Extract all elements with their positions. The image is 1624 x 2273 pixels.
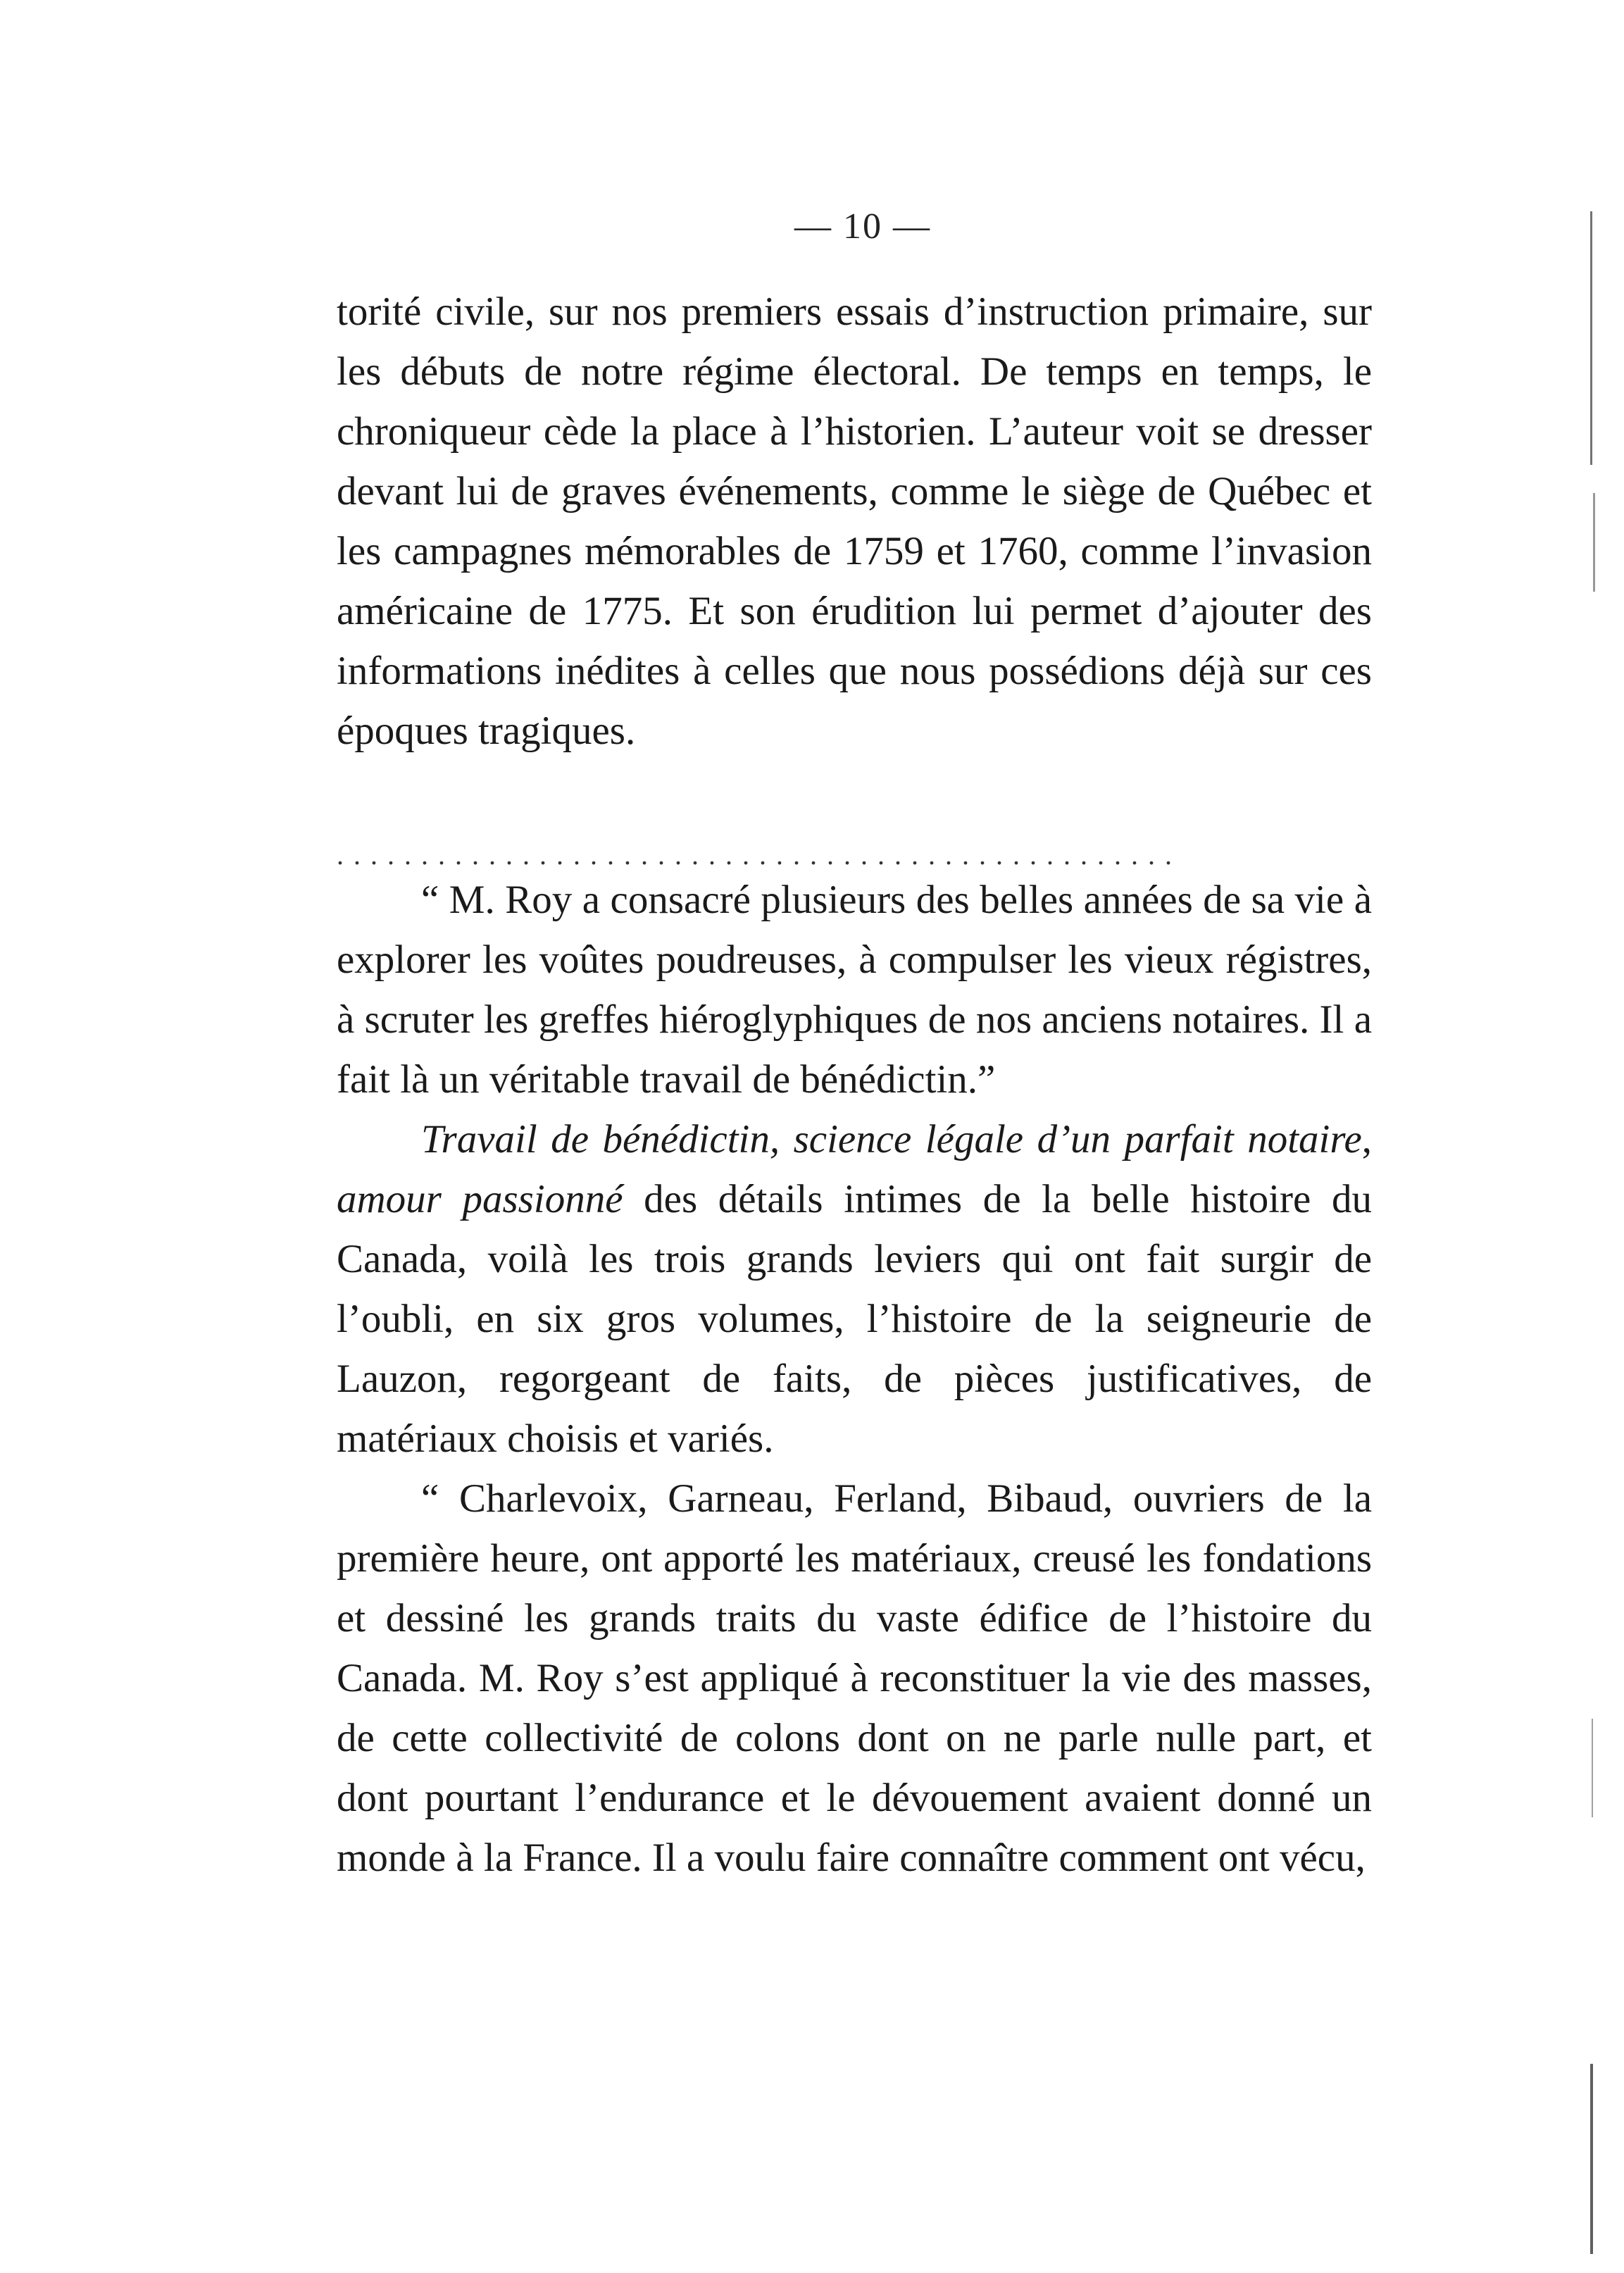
comma: , bbox=[1361, 1117, 1372, 1162]
scan-line-2 bbox=[1593, 493, 1595, 592]
paragraph-3-rest: des détails intimes de la belle histoire du Canada, voilà les trois grands leviers qui ont fait surgir de l’oubli, en six gros volumes, l’histoire de la seigneurie de Lauzon, regorgeant de faits, de pièces justificatives, de matériaux choisis et variés. bbox=[337, 1177, 1372, 1461]
paragraph-quote-2: “ Charlevoix, Garneau, Ferland, Bibaud, ouvriers de la première heure, ont apporté les matériaux, creusé les fondations et dessiné les grands traits du vaste édifice de l’histoire du Canada. M. Roy s’est appliqué à reconstituer la vie des masses, de cette collectivité de colons dont on ne parle nulle part, et dont pourtant l’endurance et le dévouement avaient donné un monde à la France. Il a voulu faire connaître comment ont vécu, bbox=[337, 1476, 1372, 1880]
scan-line-3 bbox=[1592, 1719, 1593, 1817]
italic-phrase-1: Travail de bénédictin, science légale d’un parfait notaire bbox=[421, 1117, 1362, 1162]
paragraph-1: torité civile, sur nos premiers essais d’instruction primaire, sur les débuts de notre régime électoral. De temps en temps, le chroniqueur cède la place à l’historien. L’auteur voit se dresser devant lui de graves événements, comme le siège de Québec et les campagnes mémorables de 1759 et 1760, comme l’invasion américaine de 1775. Et son érudition lui permet d’ajouter des informations inédites à celles que nous possédions déjà sur ces époques tragiques. bbox=[337, 289, 1372, 753]
paragraph-3 bbox=[337, 1109, 1372, 1469]
page-number: — 10 — bbox=[794, 206, 931, 247]
scan-line-4 bbox=[1590, 2064, 1593, 2254]
ellipsis-separator: .................................................. bbox=[337, 839, 1182, 871]
scan-margin-artifacts bbox=[1525, 0, 1624, 2273]
scan-line-1 bbox=[1590, 211, 1592, 465]
italic-phrase-2: amour passionné bbox=[337, 1177, 623, 1221]
body-text-bottom bbox=[337, 870, 1372, 1888]
body-text-top bbox=[337, 282, 1372, 761]
paragraph-quote-1: “ M. Roy a consacré plusieurs des belles années de sa vie à explorer les voûtes poudreuses, à compulser les vieux régistres, à scruter les greffes hiéroglyphiques de nos anciens notaires. Il a fait là un véritable travail de bénédictin.” bbox=[337, 878, 1372, 1102]
